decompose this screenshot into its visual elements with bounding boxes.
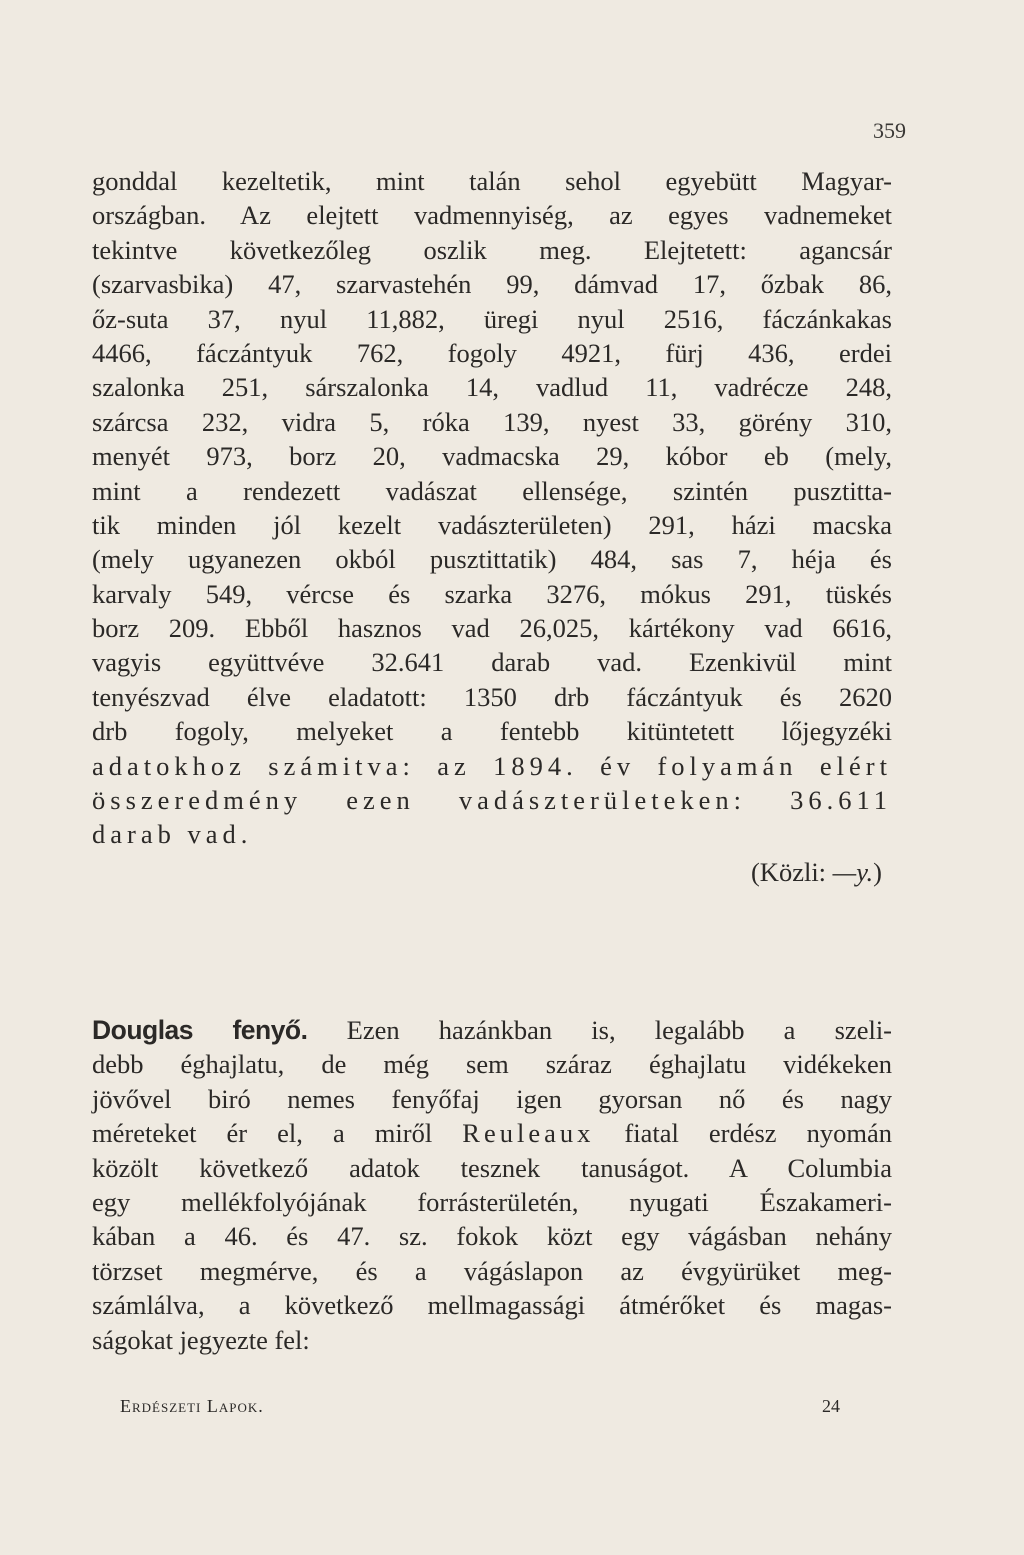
line-part: fiatal erdész nyomán [594,1118,892,1149]
author-credit [92,852,892,892]
text-line: jövővel biró nemes fenyőfaj igen gyorsan nő és nagy [92,1083,892,1114]
credit-signature: —y. [832,856,874,887]
section-heading: Douglas fenyő. [92,1015,308,1045]
text-line [92,1013,892,1047]
text-line [92,1116,892,1150]
text-line: közölt következő adatok tesznek tanuságot. A Columbia [92,1152,892,1183]
sheet-number: 24 [822,1396,840,1416]
author-name: Reuleaux [462,1118,595,1149]
text-line: számlálva, a következő mellmagassági átmérőket és magas- [92,1290,892,1321]
text-line: tekintve következőleg oszlik meg. Elejtetett: agancsár [92,234,892,265]
text-line: drb fogoly, melyeket a fentebb kitüntetett lőjegyzéki [92,716,892,747]
text-line: menyét 973, borz 20, vadmacska 29, kóbor eb (mely, [92,441,892,472]
credit-prefix: (Közli: [750,856,833,887]
text-line: debb éghajlatu, de még sem száraz éghajlatu vidékeken [92,1049,892,1080]
text-line: vagyis együttvéve 32.641 darab vad. Ezenkivül mint [92,647,892,678]
text-line: szalonka 251, sárszalonka 14, vadlud 11, vadrécze 248, [92,372,892,403]
text-line: összeredmény ezen vadászterületeken: 36.611 [92,785,892,816]
text-line: (szarvasbika) 47, szarvastehén 99, dámvad 17, őzbak 86, [92,269,892,300]
text-line: őz-suta 37, nyul 11,882, üregi nyul 2516, fáczánkakas [92,303,892,334]
text-line: tik minden jól kezelt vadászterületen) 291, házi macska [92,509,892,540]
text-line: egy mellékfolyójának forrásterületén, nyugati Északameri- [92,1186,892,1217]
page-number: 359 [873,118,906,143]
text-line: adatokhoz számitva: az 1894. év folyamán elért [92,750,892,781]
paragraph-douglas-fir [92,1013,892,1357]
text-line: darab vad. [92,819,253,850]
text-line: ságokat jegyezte fel: [92,1324,310,1355]
text-line: tenyészvad élve eladatott: 1350 drb fáczántyuk és 2620 [92,681,892,712]
text-line: mint a rendezett vadászat ellensége, szintén pusztitta- [92,475,892,506]
journal-title: Erdészeti Lapok. [120,1396,264,1416]
credit-suffix: ) [873,856,882,887]
text-line: gonddal kezeltetik, mint talán sehol egyebütt Magyar- [92,166,892,196]
text-line: kában a 46. és 47. sz. fokok közt egy vágásban nehány [92,1221,892,1252]
text-line: (mely ugyanezen okból pusztittatik) 484, sas 7, héja és [92,544,892,575]
text-line: országban. Az elejtett vadmennyiség, az egyes vadnemeket [92,200,892,231]
page-footer [120,1396,840,1417]
paragraph-hunting-statistics [92,164,892,892]
text-line: 4466, fáczántyuk 762, fogoly 4921, fürj 436, erdei [92,337,892,368]
text-line: karvaly 549, vércse és szarka 3276, mókus 291, tüskés [92,578,892,609]
heading-line-rest: Ezen hazánkban is, legalább a szeli- [307,1015,892,1045]
text-line: borz 209. Ebből hasznos vad 26,025, kártékony vad 6616, [92,613,892,644]
line-part: méreteket ér el, a miről [92,1118,463,1149]
text-line: törzset megmérve, és a vágáslapon az évgyürüket meg- [92,1255,892,1286]
text-line: szárcsa 232, vidra 5, róka 139, nyest 33, görény 310, [92,406,892,437]
